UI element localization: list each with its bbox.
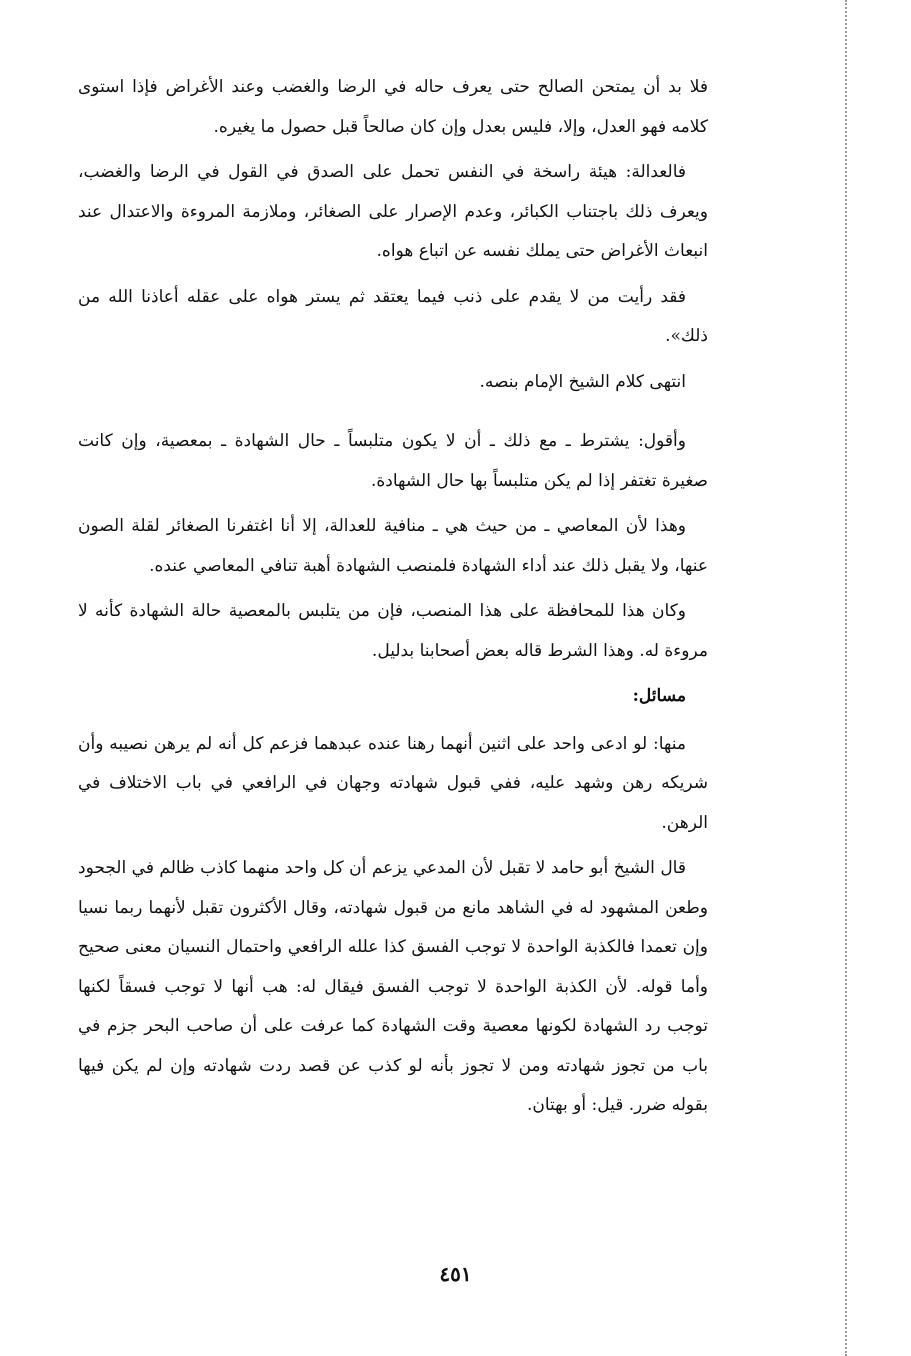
paragraph-3: فقد رأيت من لا يقدم على ذنب فيما يعتقد ثم يستر هواه على عقله أعاذنا الله من ذلك». [78,286,708,346]
paragraph-5: وأقول: يشترط ـ مع ذلك ـ أن لا يكون متلبساً ـ حال الشهادة ـ بمعصية، وإن كانت صغيرة تغتفر إذا لم يكن متلبساً بها حال الشهادة. [78,431,708,491]
page-edge-dotted-line [845,0,847,1356]
spacer [78,408,708,422]
paragraph-1: فلا بد أن يمتحن الصالح حتى يعرف حاله في الرضا والغضب وعند الأغراض فإذا استوى كلامه فهو العدل، وإلا، فليس بعدل وإن كان صالحاً قبل حصول ما يغيره. [78,77,708,137]
section-heading: مسائل: [632,686,686,706]
paragraph-9: قال الشيخ أبو حامد لا تقبل لأن المدعي يزعم أن كل واحد منهما كاذب ظالم في الجحود وطعن المشهود له في الشاهد مانع من قبول شهادته، وقال الأكثرون تقبل لأنهما ربما نسيا وإن تعمدا فالكذبة الواحدة لا توجب الفسق كذا علله الرافعي واحتمال النسيان معنى صحيح وأما قوله. لأن الكذبة الواحدة لا توجب الفسق فيقال له: هب أنها لا توجب فسقاً لكنها توجب رد الشهادة لكونها معصية وقت الشهادة كما عرفت على أن صاحب البحر جزم في باب من تجوز شهادته ومن لا تجوز بأنه لو كذب عن قصد ردت شهادته وإن لم يكن فيها بقوله ضرر. قيل: أو بهتان. [78,858,708,1115]
paragraph-2: فالعدالة: هيئة راسخة في النفس تحمل على الصدق في القول في الرضا والغضب، ويعرف ذلك باجتناب الكبائر، وعدم الإصرار على الصغائر، وملازمة المروءة والاعتدال عند انبعاث الأغراض حتى يملك نفسه عن اتباع هواه. [78,162,708,261]
paragraph-7: وكان هذا للمحافظة على هذا المنصب، فإن من يتلبس بالمعصية حالة الشهادة كأنه لا مروءة له. وهذا الشرط قاله بعض أصحابنا بدليل. [78,601,708,661]
paragraph-8: منها: لو ادعى واحد على اثنين أنهما رهنا عنده عبدهما فزعم كل أنه لم يرهن نصيبه وأن شريكه رهن وشهد عليه، ففي قبول شهادته وجهان في الرافعي في باب الاختلاف في الرهن. [78,733,708,833]
paragraph-4: انتهى كلام الشيخ الإمام بنصه. [479,371,686,392]
body-text [78,68,708,1132]
page-number: ٤٥١ [439,1262,472,1286]
paragraph-6: وهذا لأن المعاصي ـ من حيث هي ـ منافية للعدالة، إلا أنا اغتفرنا الصغائر لقلة الصون عنها، ولا يقبل ذلك عند أداء الشهادة فلمنصب الشهادة أهبة تنافي المعاصي عنده. [78,516,708,576]
